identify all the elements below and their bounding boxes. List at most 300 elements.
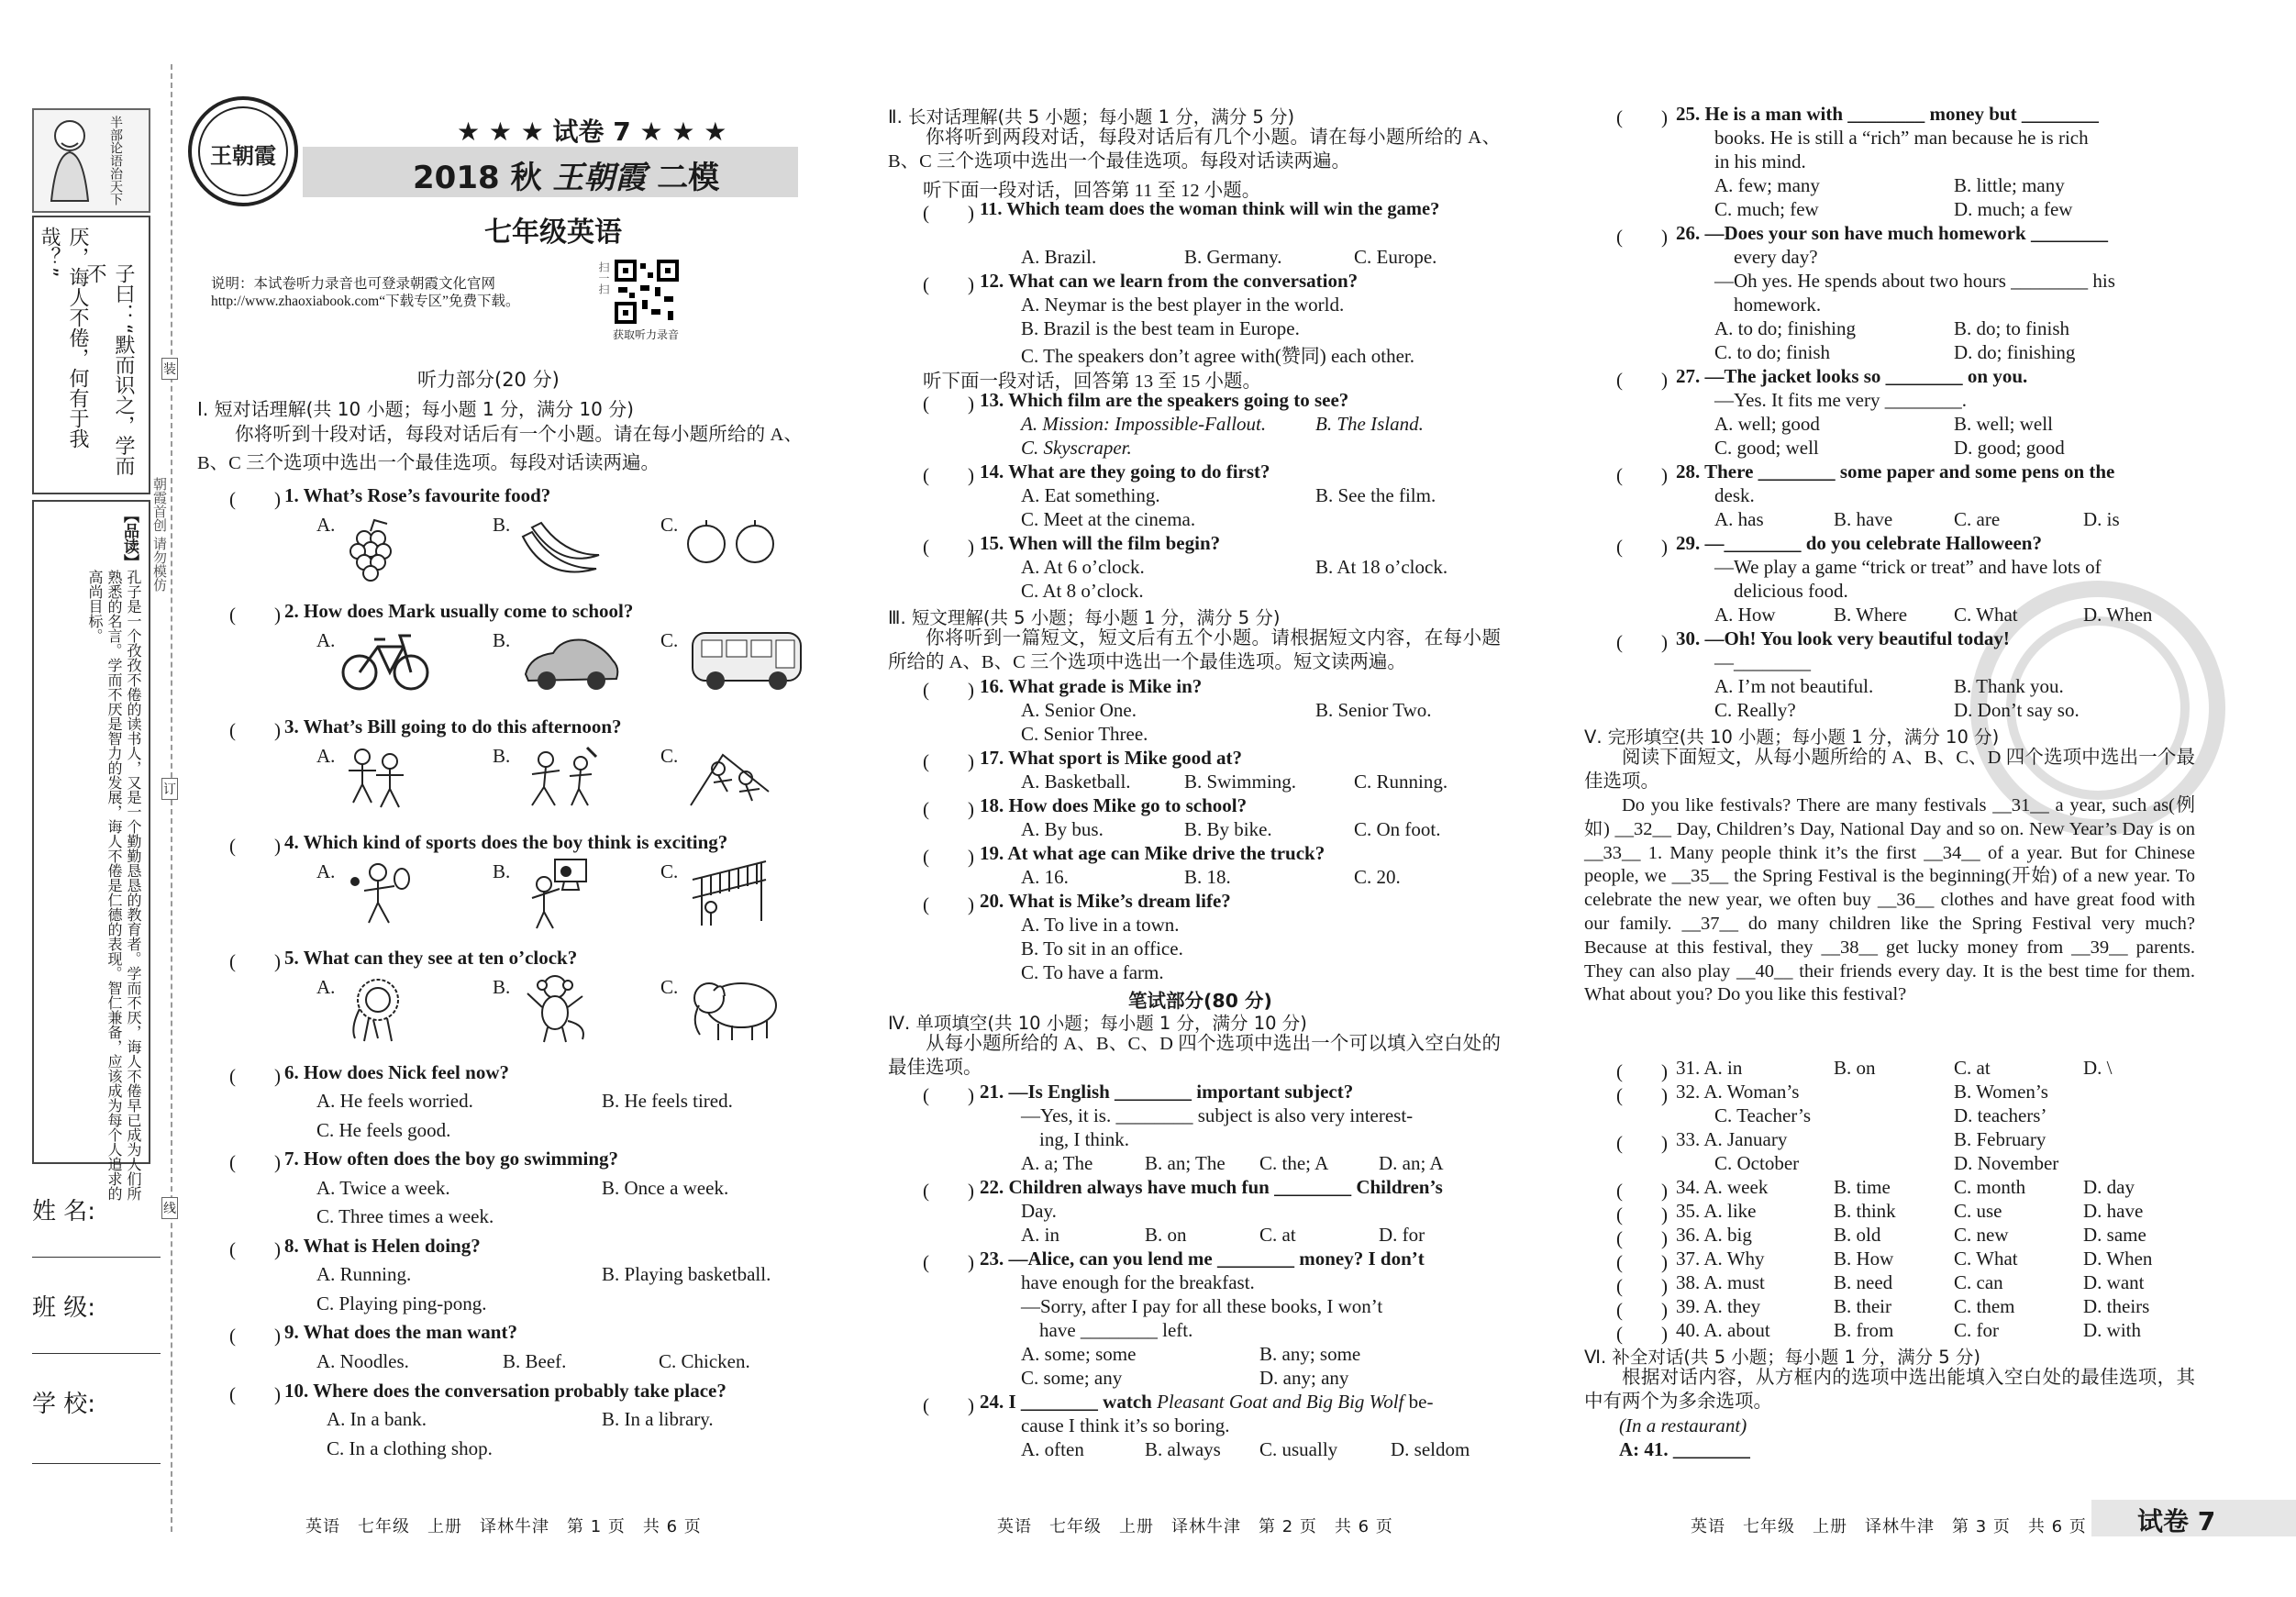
car-icon [521,633,622,697]
c38-option-d[interactable]: D. want [2083,1271,2145,1293]
q3-text: 3. What’s Bill going to do this afternoon? [284,715,622,738]
q18-option-c[interactable]: C. On foot. [1354,818,1441,840]
q17-option-c[interactable]: C. Running. [1354,771,1448,793]
q21-option-c[interactable]: C. the; A [1259,1152,1329,1174]
q11-bracket[interactable]: ( ) [923,202,974,224]
q21-text-line-3: ing, I think. [1039,1128,1129,1150]
q1-text: 1. What’s Rose’s favourite food? [284,484,551,506]
c31-option-c[interactable]: C. at [1954,1057,1991,1079]
tennis-player-icon [341,859,415,927]
q27-option-b[interactable]: B. well; well [1954,413,2053,435]
quote-box [32,216,150,494]
q17-option-b[interactable]: B. Swimming. [1184,771,1296,793]
q24-option-a[interactable]: A. often [1021,1438,1084,1460]
q29-text-line-3: delicious food. [1734,580,1848,602]
q3-opt-b[interactable]: B. [493,745,511,767]
c33-option-b[interactable]: B. February [1954,1128,2046,1150]
section-4-title: Ⅳ. 单项填空(共 10 小题；每小题 1 分，满分 10 分) [888,1013,1307,1034]
q24-option-c[interactable]: C. usually [1259,1438,1338,1460]
footer-page-3: 英语 七年级 上册 译林牛津 第 3 页 共 6 页 [1691,1517,2087,1536]
q6-option-a[interactable]: A. He feels worried. [316,1090,473,1112]
logo [183,92,303,211]
title-year: 2018 秋 [413,160,542,196]
footer-page-2: 英语 七年级 上册 译林牛津 第 2 页 共 6 页 [997,1517,1393,1536]
q19-bracket[interactable]: ( ) [923,846,974,868]
q27-option-c[interactable]: C. good; well [1714,437,1819,459]
q12-bracket[interactable]: ( ) [923,273,974,295]
c33-bracket[interactable]: ( ) [1616,1132,1668,1154]
c35-option-b[interactable]: B. think [1834,1200,1896,1222]
q25-bracket[interactable]: ( ) [1616,106,1668,128]
q8-option-c[interactable]: C. Playing ping-pong. [316,1292,487,1314]
q11-option-c[interactable]: C. Europe. [1354,246,1437,268]
q20-option-b[interactable]: B. To sit in an office. [1021,937,1183,959]
c38-bracket[interactable]: ( ) [1616,1275,1668,1297]
name-field[interactable] [32,1192,161,1258]
c33-option-d[interactable]: D. November [1954,1152,2059,1174]
c35-option-a[interactable]: 35. A. like [1676,1200,1757,1222]
c31-bracket[interactable]: ( ) [1616,1060,1668,1082]
class-label: 班 级: [32,1294,96,1322]
q12-option-a[interactable]: A. Neymar is the best player in the world. [1021,294,1345,316]
q23-text-line-3: —Sorry, after I pay for all these books, I won’t [1021,1295,1383,1317]
q7-option-b[interactable]: B. Once a week. [602,1177,729,1199]
c37-option-d[interactable]: D. When [2083,1248,2153,1270]
c39-option-d[interactable]: D. theirs [2083,1295,2150,1317]
q9-option-b[interactable]: B. Beef. [503,1350,567,1372]
title-suffix: 二模 [657,160,720,196]
q29-option-a[interactable]: A. How [1714,604,1776,626]
q26-text-line-1: 26. —Does your son have much homework ________ [1676,222,2108,244]
q8-text: 8. What is Helen doing? [284,1235,481,1257]
q19-text: 19. At what age can Mike drive the truck? [980,842,1325,864]
quote-line-1: 子曰：“默而识之，学而不 [83,263,135,476]
q14-option-c[interactable]: C. Meet at the cinema. [1021,508,1196,530]
q30-option-b[interactable]: B. Thank you. [1954,675,2064,697]
pindu-label: 【品读】 [120,507,139,570]
q3-bracket[interactable]: ( ) [229,719,281,741]
section-3-intro: 你将听到一篇短文，短文后有五个小题。请根据短文内容，在每小题所给的 A、B、C 三个选项中选出一个最佳选项。短文读两遍。 [888,628,1501,672]
q30-option-a[interactable]: A. I’m not beautiful. [1714,675,1874,697]
q4-bracket[interactable]: ( ) [229,835,281,857]
q13-text: 13. Which film are the speakers going to see? [980,389,1349,411]
section-1-title: Ⅰ. 短对话理解(共 10 小题；每小题 1 分，满分 10 分) [197,398,634,420]
c39-option-a[interactable]: 39. A. they [1676,1295,1761,1317]
q16-option-a[interactable]: A. Senior One. [1021,699,1137,721]
q10-option-a[interactable]: A. In a bank. [327,1408,427,1430]
q10-bracket[interactable]: ( ) [229,1383,281,1405]
quote-line-2: 厌，诲人不倦，何有于我哉？” [38,227,89,449]
c33-option-c[interactable]: C. October [1714,1152,1800,1174]
q15-option-a[interactable]: A. At 6 o’clock. [1021,556,1145,578]
q29-text-line-1: 29. —________ do you celebrate Halloween? [1676,532,2042,554]
q14-option-a[interactable]: A. Eat something. [1021,484,1160,506]
q4-opt-b[interactable]: B. [493,860,511,882]
kids-climbing-icon [686,741,778,810]
subtitle: 七年级英语 [484,216,622,249]
q4-opt-a[interactable]: A. [316,860,336,882]
exam-title [413,152,719,197]
q12-option-b[interactable]: B. Brazil is the best team in Europe. [1021,317,1300,339]
c37-option-c[interactable]: C. What [1954,1248,2018,1270]
section-6-title: Ⅵ. 补全对话(共 5 小题；每小题 1 分，满分 5 分) [1584,1347,1981,1368]
pindu-text: 孔子是一个孜孜不倦的读书人，又是一个勤勤恳恳的教育者。学而不厌，诲人不倦早已成为人们所熟悉的名言。学而不厌是智力的发展，诲人不倦是仁德的表现。智仁兼备，应该成为每个人追求的高尚目标。 [86,570,142,1201]
q22-option-c[interactable]: C. at [1259,1224,1296,1246]
q2-opt-c[interactable]: C. [660,629,679,651]
q1-opt-a[interactable]: A. [316,514,336,536]
q25-text-line-3: in his mind. [1714,150,1806,172]
q24-bracket[interactable]: ( ) [923,1394,974,1416]
c32-bracket[interactable]: ( ) [1616,1084,1668,1106]
c37-option-b[interactable]: B. How [1834,1248,1894,1270]
q16-text: 16. What grade is Mike in? [980,675,1203,697]
q27-text-line-1: 27. —The jacket looks so ________ on you. [1676,365,2028,387]
q6-text: 6. How does Nick feel now? [284,1061,509,1083]
q17-text: 17. What sport is Mike good at? [980,747,1243,769]
q23-text-line-2: have enough for the breakfast. [1021,1271,1255,1293]
section-2-note-1: 听下面一段对话，回答第 11 至 12 小题。 [923,181,1261,201]
q11-option-a[interactable]: A. Brazil. [1021,246,1097,268]
q10-option-c[interactable]: C. In a clothing shop. [327,1437,493,1459]
q21-option-d[interactable]: D. an; A [1379,1152,1444,1174]
c36-option-a[interactable]: 36. A. big [1676,1224,1752,1246]
q4-opt-c[interactable]: C. [660,860,679,882]
section-5-intro: 阅读下面短文，从每小题所给的 A、B、C、D 四个选项中选出一个最佳选项。 [1584,748,2195,792]
q27-text-line-2: —Yes. It fits me very ________. [1714,389,1967,411]
q16-option-c[interactable]: C. Senior Three. [1021,723,1148,745]
q22-option-d[interactable]: D. for [1379,1224,1425,1246]
motto-box [32,108,150,213]
q27-option-a[interactable]: A. well; good [1714,413,1820,435]
grapes-icon [341,518,405,582]
q24-stem: 24. I ________ watch [980,1391,1152,1413]
q20-text: 20. What is Mike’s dream life? [980,890,1231,912]
c40-option-a[interactable]: 40. A. about [1676,1319,1770,1341]
q26-option-c[interactable]: C. to do; finish [1714,341,1831,363]
q9-text: 9. What does the man want? [284,1321,517,1343]
c36-option-d[interactable]: D. same [2083,1224,2146,1246]
section-1-intro: 你将听到十段对话，每段对话后有一个小题。请在每小题所给的 A、B、C 三个选项中选出一个最佳选项。每段对话读两遍。 [197,425,803,473]
c35-bracket[interactable]: ( ) [1616,1203,1668,1225]
c39-bracket[interactable]: ( ) [1616,1299,1668,1321]
q22-text-line-1: 22. Children always have much fun ________ Children’s [980,1176,1443,1198]
listening-title: 听力部分(20 分) [417,369,560,391]
q28-option-d[interactable]: D. is [2083,508,2120,530]
q16-option-b[interactable]: B. Senior Two. [1315,699,1432,721]
pindu-box [32,500,150,1201]
q5-text: 5. What can they see at ten o’clock? [284,947,578,969]
q26-option-b[interactable]: B. do; to finish [1954,317,2070,339]
q24-text-line-2: cause I think it’s so boring. [1021,1414,1230,1436]
q19-option-c[interactable]: C. 20. [1354,866,1401,888]
logo-text: 王朝霞 [210,142,276,169]
q15-option-b[interactable]: B. At 18 o’clock. [1315,556,1448,578]
q18-option-b[interactable]: B. By bike. [1184,818,1272,840]
section-6-intro: 根据对话内容，从方框内的选项中选出能填入空白处的最佳选项，其中有两个为多余选项。 [1584,1368,2195,1412]
q25-option-b[interactable]: B. little; many [1954,174,2065,196]
q26-option-d[interactable]: D. do; finishing [1954,341,2076,363]
q24-option-d[interactable]: D. seldom [1391,1438,1470,1460]
q21-text-line-1: 21. —Is English ________ important subject? [980,1081,1354,1103]
q30-option-d[interactable]: D. Don’t say so. [1954,699,2080,721]
section-2-intro: 你将听到两段对话，每段对话后有几个小题。请在每小题所给的 A、B、C 三个选项中选出一个最佳选项。每段对话读两遍。 [888,128,1501,172]
q19-option-a[interactable]: A. 16. [1021,866,1069,888]
q13-bracket[interactable]: ( ) [923,393,974,415]
q5-opt-a[interactable]: A. [316,976,336,998]
q23-option-d[interactable]: D. any; any [1259,1367,1349,1389]
bicycle-icon [339,628,431,693]
c32-option-d[interactable]: D. teachers’ [1954,1104,2047,1126]
section-2-title: Ⅱ. 长对话理解(共 5 小题；每小题 1 分，满分 5 分) [888,106,1295,128]
footer-paper-tag [2091,1500,2296,1536]
bananas-icon [518,518,601,582]
qr-side-text: 扫一扫 [597,261,610,294]
q18-text: 18. How does Mike go to school? [980,794,1248,816]
q30-text-line-2: —________ [1714,651,1811,673]
writing-title: 笔试部分(80 分) [1128,990,1272,1012]
q11-option-b[interactable]: B. Germany. [1184,246,1282,268]
q26-option-a[interactable]: A. to do; finishing [1714,317,1857,339]
q23-option-b[interactable]: B. any; some [1259,1343,1361,1365]
q3-opt-c[interactable]: C. [660,745,679,767]
q12-option-c[interactable]: C. The speakers don’t agree with(赞同) each other. [1021,345,1415,367]
cut-mark-3: 线 [161,1197,178,1219]
section-3-title: Ⅲ. 短文理解(共 5 小题；每小题 1 分，满分 5 分) [888,607,1281,628]
q9-bracket[interactable]: ( ) [229,1325,281,1347]
q24-stem-end: be- [1408,1391,1434,1413]
kids-dancing-icon [339,743,413,812]
q41-line[interactable]: A: 41. ________ [1619,1438,1750,1460]
q1-opt-b[interactable]: B. [493,514,511,536]
q23-bracket[interactable]: ( ) [923,1251,974,1273]
download-note: 说明：本试卷听力录音也可登录朝霞文化官网 http://www.zhaoxiabook.com“下载专区”免费下载。 [211,276,520,309]
cloze-passage: Do you like festivals? There are many festivals __31__ a year, such as(例如) __32__ Day, Children’s Day, National Day and so on. New Year’s Day is on __33__ 1. Many people think it’s the first __34__ of a year. But for Chinese people, we __35__ the Spring Festival is the beginning(开始) of a new year. To celebrate the new year, we often buy __36__ clothes and have great food with our family. __37__ do many children like the Spring Festival very much? Because at this festival, they __38__ get lucky money from __39__ parents. They can also play __40__ their friends every day. It is the best time for them. What about you? Do you like this festival? [1584,795,2195,1005]
c32-option-b[interactable]: B. Women’s [1954,1081,2048,1103]
qr-caption: 获取听力录音 [613,328,680,341]
q7-option-a[interactable]: A. Twice a week. [316,1177,450,1199]
c34-option-d[interactable]: D. day [2083,1176,2135,1198]
section-5-title: Ⅴ. 完形填空(共 10 小题；每小题 1 分，满分 10 分) [1584,726,2000,748]
q29-bracket[interactable]: ( ) [1616,536,1668,558]
q25-option-c[interactable]: C. much; few [1714,198,1819,220]
q18-option-a[interactable]: A. By bus. [1021,818,1104,840]
c34-option-c[interactable]: C. month [1954,1176,2026,1198]
c33-option-a[interactable]: 33. A. January [1676,1128,1788,1150]
q7-bracket[interactable]: ( ) [229,1151,281,1173]
q2-bracket[interactable]: ( ) [229,604,281,626]
footer-page-1: 英语 七年级 上册 译林牛津 第 1 页 共 6 页 [305,1517,702,1536]
c40-option-b[interactable]: B. from [1834,1319,1894,1341]
c37-bracket[interactable]: ( ) [1616,1251,1668,1273]
q26-text-line-3: —Oh yes. He spends about two hours ________ his [1714,270,2115,292]
q29-text-line-2: —We play a game “trick or treat” and have lots of [1714,556,2102,578]
confucius-figure [38,114,102,205]
class-field[interactable] [32,1289,161,1354]
c40-option-c[interactable]: C. for [1954,1319,1999,1341]
c38-option-b[interactable]: B. need [1834,1271,1893,1293]
q28-option-b[interactable]: B. have [1834,508,1893,530]
q24-option-b[interactable]: B. always [1145,1438,1221,1460]
q24-text-line-1 [980,1391,1433,1414]
lion-icon [341,972,415,1046]
title-brand: 王朝霞 [552,160,647,196]
section-2-note-2: 听下面一段对话，回答第 13 至 15 小题。 [923,372,1261,392]
bus-icon [688,626,807,694]
c31-option-d[interactable]: D. \ [2083,1057,2113,1079]
c38-option-a[interactable]: 38. A. must [1676,1271,1765,1293]
q1-bracket[interactable]: ( ) [229,488,281,510]
footer-paper-tag-text: 试卷 7 [2137,1506,2216,1536]
c36-option-c[interactable]: C. new [1954,1224,2009,1246]
basketball-player-icon [518,857,592,930]
q8-bracket[interactable]: ( ) [229,1238,281,1260]
cut-mark-2: 订 [161,778,178,800]
q6-option-b[interactable]: B. He feels tired. [602,1090,733,1112]
q25-text-line-2: books. He is still a “rich” man because he is rich [1714,127,2089,149]
q17-bracket[interactable]: ( ) [923,750,974,772]
q23-text-line-4: have ________ left. [1039,1319,1193,1341]
q5-bracket[interactable]: ( ) [229,950,281,972]
q4-text: 4. Which kind of sports does the boy think is exciting? [284,831,728,853]
oranges-icon [686,518,778,564]
q8-option-a[interactable]: A. Running. [316,1263,412,1285]
q24-title: Pleasant Goat and Big Big Wolf [1157,1391,1404,1413]
c37-option-a[interactable]: 37. A. Why [1676,1248,1765,1270]
c36-bracket[interactable]: ( ) [1616,1227,1668,1249]
name-label: 姓 名: [32,1198,96,1225]
q15-option-c[interactable]: C. At 8 o’clock. [1021,580,1144,602]
c40-option-d[interactable]: D. with [2083,1319,2141,1341]
c31-option-a[interactable]: 31. A. in [1676,1057,1743,1079]
q7-text: 7. How often does the boy go swimming? [284,1148,619,1170]
school-field[interactable] [32,1385,161,1464]
kids-playing-icon [518,743,601,812]
q13-option-c[interactable]: C. Skyscraper. [1021,437,1132,459]
section-4-intro: 从每小题所给的 A、B、C、D 四个选项中选出一个可以填入空白处的最佳选项。 [888,1034,1501,1078]
q5-opt-b[interactable]: B. [493,976,511,998]
q20-bracket[interactable]: ( ) [923,893,974,915]
q23-text-line-1: 23. —Alice, can you lend me ________ money? I don’t [980,1248,1425,1270]
q29-option-c[interactable]: C. What [1954,604,2018,626]
q28-option-c[interactable]: C. are [1954,508,2001,530]
q10-option-b[interactable]: B. In a library. [602,1408,714,1430]
c40-bracket[interactable]: ( ) [1616,1323,1668,1345]
q21-option-b[interactable]: B. an; The [1145,1152,1226,1174]
q30-bracket[interactable]: ( ) [1616,631,1668,653]
c39-option-c[interactable]: C. them [1954,1295,2015,1317]
q25-option-d[interactable]: D. much; a few [1954,198,2073,220]
q9-option-c[interactable]: C. Chicken. [659,1350,750,1372]
c32-option-a[interactable]: 32. A. Woman’s [1676,1081,1800,1103]
c34-option-b[interactable]: B. time [1834,1176,1891,1198]
vertical-mark: 朝霞首创 请勿模仿 [151,477,168,592]
q22-option-b[interactable]: B. on [1145,1224,1187,1246]
q21-option-a[interactable]: A. a; The [1021,1152,1093,1174]
q29-option-d[interactable]: D. When [2083,604,2153,626]
q23-option-c[interactable]: C. some; any [1021,1367,1123,1389]
c32-option-c[interactable]: C. Teacher’s [1714,1104,1812,1126]
q28-text-line-2: desk. [1714,484,1755,506]
q13-option-a[interactable]: A. Mission: Impossible-Fallout. [1021,413,1267,435]
q22-option-a[interactable]: A. in [1021,1224,1059,1246]
q15-text: 15. When will the film begin? [980,532,1221,554]
q9-option-a[interactable]: A. Noodles. [316,1350,409,1372]
q26-bracket[interactable]: ( ) [1616,226,1668,248]
school-label: 学 校: [32,1391,96,1418]
q21-bracket[interactable]: ( ) [923,1084,974,1106]
q6-bracket[interactable]: ( ) [229,1065,281,1087]
q21-text-line-2: —Yes, it is. ________ subject is also very interest- [1021,1104,1414,1126]
q19-option-b[interactable]: B. 18. [1184,866,1231,888]
qr-code[interactable] [615,260,679,324]
q12-text: 12. What can we learn from the conversation? [980,270,1359,292]
cut-mark-1: 装 [161,358,178,380]
q30-text-line-1: 30. —Oh! You look very beautiful today! [1676,627,2010,649]
q26-text-line-4: homework. [1734,294,1822,316]
c35-option-d[interactable]: D. have [2083,1200,2144,1222]
q17-option-a[interactable]: A. Basketball. [1021,771,1131,793]
q26-text-line-2: every day? [1734,246,1818,268]
c34-option-a[interactable]: 34. A. week [1676,1176,1769,1198]
q29-option-b[interactable]: B. Where [1834,604,1908,626]
elephant-icon [686,970,787,1044]
q22-text-line-2: Day. [1021,1200,1057,1222]
q25-text-line-1: 25. He is a man with ________ money but ________ [1676,103,2099,125]
q2-opt-a[interactable]: A. [316,629,336,651]
q16-bracket[interactable]: ( ) [923,679,974,701]
monkey-icon [518,970,592,1044]
c35-option-c[interactable]: C. use [1954,1200,2002,1222]
q11-text: 11. Which team does the woman think will win the game? [980,199,1440,219]
q18-bracket[interactable]: ( ) [923,798,974,820]
section-6-scene: (In a restaurant) [1619,1414,1747,1436]
c34-bracket[interactable]: ( ) [1616,1180,1668,1202]
motto-text: 半部论语治天下 [108,116,123,205]
q10-text: 10. Where does the conversation probably take place? [284,1380,727,1402]
c36-option-b[interactable]: B. old [1834,1224,1881,1246]
c38-option-c[interactable]: C. can [1954,1271,2003,1293]
q13-option-b[interactable]: B. The Island. [1315,413,1424,435]
c31-option-b[interactable]: B. on [1834,1057,1876,1079]
q30-option-c[interactable]: C. Really? [1714,699,1796,721]
q2-text: 2. How does Mark usually come to school? [284,600,634,622]
q14-text: 14. What are they going to do first? [980,460,1270,482]
q27-option-d[interactable]: D. good; good [1954,437,2065,459]
q25-option-a[interactable]: A. few; many [1714,174,1820,196]
paper-number: ★ ★ ★ 试卷 7 ★ ★ ★ [457,116,727,147]
q28-text-line-1: 28. There ________ some paper and some pens on the [1676,460,2115,482]
q22-bracket[interactable]: ( ) [923,1180,974,1202]
q14-option-b[interactable]: B. See the film. [1315,484,1436,506]
volleyball-icon [688,857,771,930]
q27-bracket[interactable]: ( ) [1616,369,1668,391]
q6-option-c[interactable]: C. He feels good. [316,1119,451,1141]
q20-option-c[interactable]: C. To have a farm. [1021,961,1164,983]
q15-bracket[interactable]: ( ) [923,536,974,558]
c39-option-b[interactable]: B. their [1834,1295,1891,1317]
q7-option-c[interactable]: C. Three times a week. [316,1205,494,1227]
q23-option-a[interactable]: A. some; some [1021,1343,1137,1365]
q5-opt-c[interactable]: C. [660,976,679,998]
q2-opt-b[interactable]: B. [493,629,511,651]
q28-bracket[interactable]: ( ) [1616,464,1668,486]
q20-option-a[interactable]: A. To live in a town. [1021,914,1180,936]
q28-option-a[interactable]: A. has [1714,508,1764,530]
q1-opt-c[interactable]: C. [660,514,679,536]
q14-bracket[interactable]: ( ) [923,464,974,486]
q3-opt-a[interactable]: A. [316,745,336,767]
q8-option-b[interactable]: B. Playing basketball. [602,1263,771,1285]
